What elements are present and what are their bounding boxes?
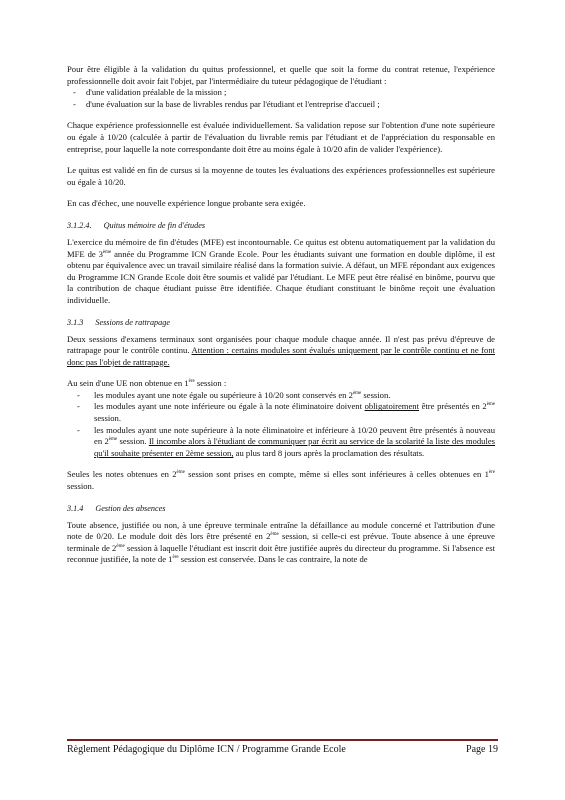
superscript: ère: [488, 470, 495, 476]
section-title: Quitus mémoire de fin d'études: [103, 220, 206, 230]
ue-intro: [67, 378, 495, 390]
superscript: ème: [486, 402, 496, 408]
list-item: [67, 425, 495, 460]
text-run: session à laquelle l'étudiant est inscrit doit être justifiée auprès du directeur du programme. Si l'absence est reconnue justifiée, la note de 1: [67, 542, 496, 565]
text-run: Deux sessions d'examens terminaux sont organisées pour chaque module chaque année. Il n'est pas prévu d'épreuve de rattrapage pour le contrôle continu.: [67, 333, 495, 356]
superscript: ère: [172, 555, 179, 561]
underlined-text: obligatoirement: [364, 401, 419, 412]
attention-note: Attention : certains modules sont évalués uniquement par le contrôle continu et ne font donc pas l'objet de rattrapage.: [67, 345, 495, 367]
footer-title: Règlement Pédagogique du Diplôme ICN / Programme Grande Ecole: [67, 744, 346, 755]
superscript: ère: [188, 379, 195, 385]
rattrapage-paragraph: [67, 334, 495, 369]
seules-paragraph: [67, 469, 495, 492]
text-run: année du Programme ICN Grande Ecole. Pour les étudiants suivant une formation en double diplôme, il est obtenu par équivalence avec un travail similaire réalisé dans la formation suivie. A défaut, un MFE répondant aux exigences du Programme ICN Grande Ecole doit être soumis et validé par l'étudiant. Le MFE peut être réalisé en binôme, pourvu que la contribution de chaque étudiant puisse être identifiée. Chaque étudiant constituant le binôme reçoit une évaluation individuelle.: [67, 248, 495, 305]
section-title: Gestion des absences: [95, 503, 166, 513]
list-item: - d'une évaluation sur la base de livrables rendus par l'étudiant et l'entreprise d'accueil ;: [67, 99, 495, 111]
superscript: ème: [108, 437, 118, 443]
page-number: Page 19: [466, 744, 498, 755]
section-title: Sessions de rattrapage: [95, 317, 170, 327]
text-run: session.: [67, 481, 94, 492]
document-body: [67, 64, 495, 566]
list-item: [67, 390, 495, 402]
text-run: session.: [117, 436, 149, 447]
mfe-paragraph: [67, 237, 495, 307]
text-run: les modules ayant une note égale ou supérieure à 10/20 sont conservés en 2: [94, 389, 353, 400]
superscript: ème: [176, 470, 185, 476]
text-run: session sont prises en compte, même si elles sont inférieures à celles obtenues en 1: [184, 469, 489, 480]
absences-paragraph: [67, 520, 495, 566]
section-heading-rattrapage: [67, 317, 495, 328]
superscript: ème: [102, 249, 112, 255]
text-run: les modules ayant une note inférieure ou égale à la note éliminatoire doivent: [94, 401, 365, 412]
text-run: session.: [94, 413, 121, 424]
text-run: session.: [361, 389, 391, 400]
superscript: ème: [352, 391, 362, 397]
echec-paragraph: En cas d'échec, une nouvelle expérience longue probante sera exigée.: [67, 198, 306, 209]
text-run: Toute absence, justifiée ou non, à une épreuve terminale entraîne la défaillance au module concerné et l'attribution d'une note de 0/20. Le module doit dès lors être présenté en 2: [67, 519, 495, 542]
list-item: [67, 401, 495, 424]
text-run: être présentés en 2: [419, 401, 487, 412]
footer-divider: [67, 739, 498, 741]
list-item: - d'une validation préalable de la mission ;: [67, 87, 495, 99]
evaluation-paragraph: Chaque expérience professionnelle est évaluée individuellement. Sa validation repose sur l'obtention d'une note supérieure ou égale à 10/20 (calculée à partir de l'évaluation du livrable remis par l'étudiant et de l'appréciation du responsable en entreprise, pour laquelle la note correspondante doit être au moins égale à 10/20 afin de valider l'expérience).: [67, 120, 495, 154]
text-run: session, si celle-ci est prévue. Toute absence à une épreuve terminale de 2: [67, 531, 495, 553]
text-run: Au sein d'une UE non obtenue en 1: [67, 378, 189, 389]
ue-rules-list: [67, 390, 495, 460]
section-heading-mfe: [67, 220, 495, 231]
superscript: ème: [116, 543, 125, 549]
section-number: 3.1.4: [67, 503, 84, 513]
text-run: session :: [194, 378, 227, 389]
text-run: Seules les notes obtenues en 2: [67, 469, 177, 480]
page-footer: [67, 744, 498, 755]
quitus-paragraph: Le quitus est validé en fin de cursus si la moyenne de toutes les évaluations des expériences professionnelles est supérieure ou égale à 10/20.: [67, 165, 495, 187]
superscript: ème: [270, 532, 279, 538]
text-run: les modules ayant une note supérieure à la note éliminatoire et inférieure à 10/20 peuvent être présentés à nouveau en 2: [94, 424, 495, 447]
section-number: 3.1.2.4.: [67, 220, 92, 230]
underlined-text: Il incombe alors à l'étudiant de communiquer par écrit au service de la scolarité la liste des modules qu'il souhaite présenter en 2ème session,: [94, 436, 495, 458]
validation-list: [67, 87, 495, 110]
section-number: 3.1.3: [67, 317, 84, 327]
text-run: au plus tard 8 jours après la proclamation des résultats.: [233, 447, 425, 458]
intro-paragraph: Pour être éligible à la validation du quitus professionnel, et quelle que soit la forme du contrat retenue, l'expérience professionnelle doit avoir fait l'objet, par l'intermédiaire du tuteur pédagogique de l'étudiant :: [67, 64, 495, 86]
text-run: L'exercice du mémoire de fin d'études (MFE) est incontournable. Ce quitus est obtenu automatiquement par la validation du MFE de 3: [67, 236, 495, 259]
text-run: session est conservée. Dans le cas contraire, la note de: [178, 554, 368, 565]
section-heading-absences: [67, 503, 495, 514]
